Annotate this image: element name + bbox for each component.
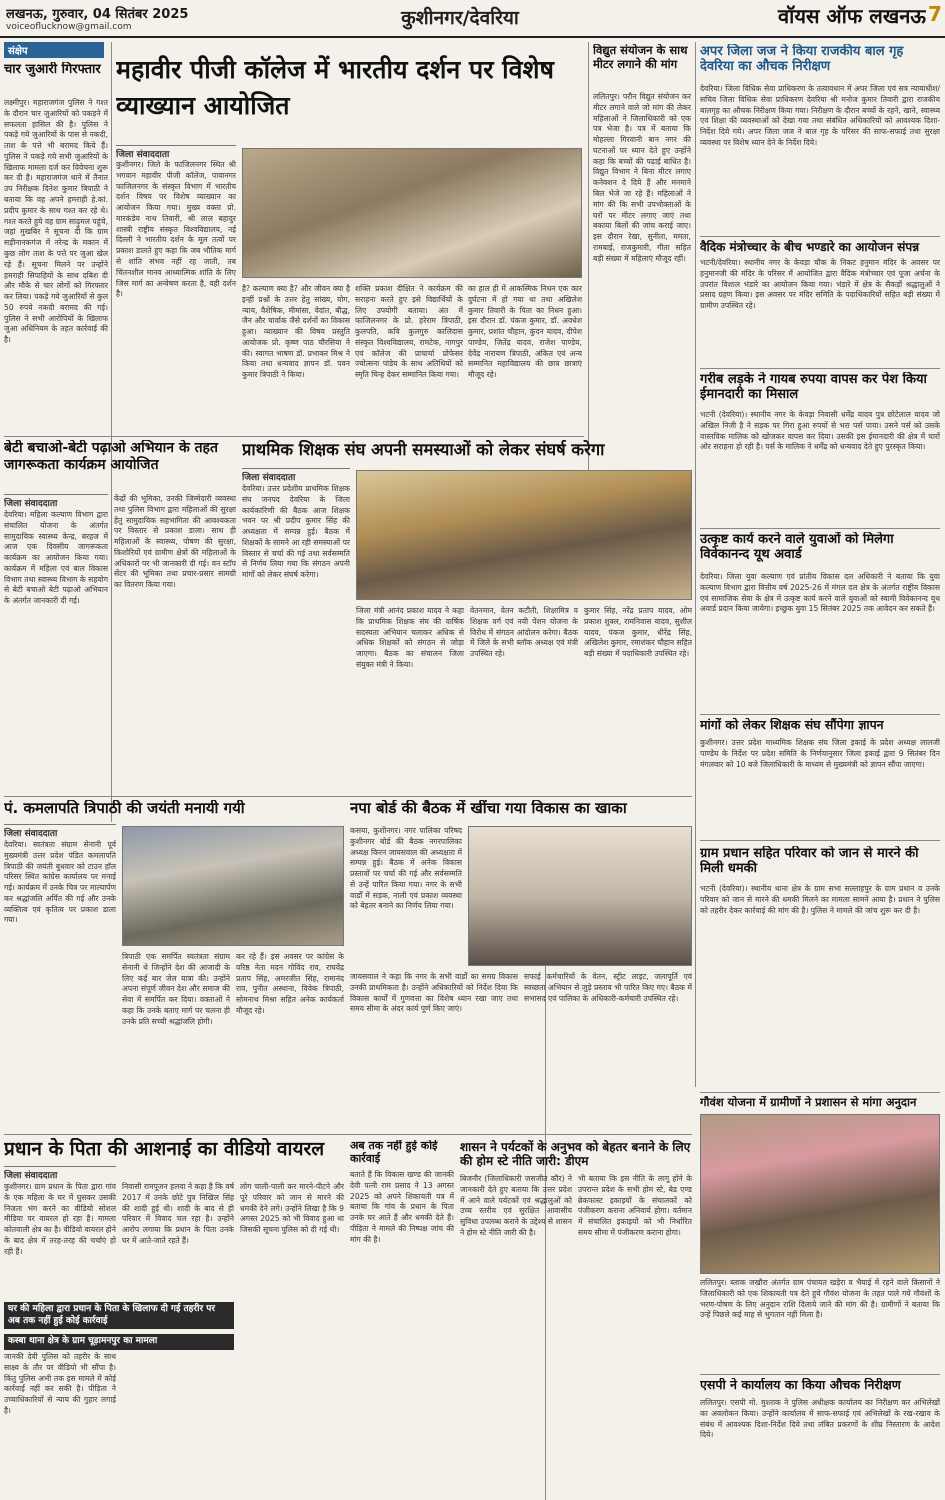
story-divider — [4, 1134, 692, 1135]
lead-body-text: शक्ति प्रकाश दीक्षित ने कार्यक्रम की सराहना करते हुए इसे विद्यार्थियों के लिए उपयोगी बताया। अंत में फाजिलनगर के प्रो. हरेराम त्रिपाठी, कुलपति, कवि कुलगुरु कालिदास संस्कृत विश्वविद्यालय, रामटेक, नागपुर एवं कॉलेज की प्राचार्या प्रोफेसर ज्योत्सना पांडेय के साथ अतिथियों को स्मृति चिन्ह देकर सम्मानित किया गया। — [355, 284, 463, 380]
story-divider — [700, 368, 940, 369]
lecture-photo — [242, 148, 582, 278]
story-divider — [4, 436, 584, 437]
municipal-board-body: कसया, कुशीनगर। नगर पालिका परिषद कुशीनगर बोर्ड की बैठक नगरपालिका अध्यक्ष किरन जायसवाल की अध्यक्षता में सम्पन्न हुई। बैठक में अनेक विकास प्रस्तावों पर चर्चा की गई और सर्वसम्मति से उन्हें पारित किया गया। नगर के सभी वार्डों में सड़क, नाली एवं प्रकाश व्यवस्था को बेहतर बनाने का निर्णय लिया गया। — [350, 826, 462, 911]
sp-inspection-body: ललितपुर। एसपी मो. मुश्ताक ने पुलिस अधीक्षक कार्यालय का निरीक्षण कर अभिलेखों का अवलोकन किया। उन्होंने कार्यालय में साफ-सफाई एवं अभिलेखों के रख-रखाव के संबंध में आवश्यक दिशा-निर्देश दिये तथा लंबित प्रकरणों के शीघ्र निस्तारण के आदेश दिये। — [700, 1398, 940, 1440]
jayanti-photo — [122, 826, 344, 946]
kamlapati-byline: जिला संवाददाता — [4, 824, 116, 839]
viral-video-body: कुशीनगर। ग्राम प्रधान के पिता द्वारा गांव के एक महिला के घर में घुसकर उसकी निजता भंग करने का वीडियो सोशल मीडिया पर वायरल हो रहा है। मामला कोतवाली क्षेत्र का है। वीडियो वायरल होने के बाद क्षेत्र में तरह-तरह की चर्चाएं हो रही हैं। — [4, 1182, 116, 1256]
masthead: वॉयस ऑफ लखनऊ — [778, 4, 926, 28]
viral-video-body: बताते हैं कि विकास खण्ड की जानकी देवी पत्नी राम प्रसाद ने 13 अगस्त 2025 को अपने शिकायती पत्र में बताया कि गांव के प्रधान के पिता उनके घर आते हैं और धमकी देते हैं। पीड़िता ने मामले की निष्पक्ष जांच की मांग की है। — [350, 1170, 454, 1244]
homestay-body: बिजनौर (जिलाधिकारी जसजीत कौर) ने जानकारी देते हुए बताया कि उत्तर प्रदेश में आने वाले पर्यटकों एवं श्रद्धालुओं को उच्च स्तरीय एवं सुरक्षित आवासीय सुविधा उपलब्ध कराने के उद्देश्य से शासन ने होम स्टे नीति जारी की है। — [460, 1174, 572, 1237]
kamlapati-body: कर रहे हैं। इस अवसर पर कांग्रेस के वरिष्ठ नेता मदन गोविंद राव, राघवेंद्र प्रताप सिंह, अमरजीत सिंह, रामानंद राव, पुनीत अस्थाना, विवेक त्रिपाठी, सोमनाथ मिश्रा सहित अनेक कार्यकर्ता मौजूद रहे। — [236, 952, 344, 1015]
threat-body: भटनी (देवरिया)। स्थानीय थाना क्षेत्र के ग्राम सभा सल्लाहपुर के ग्राम प्रधान व उनके परिवार को जान से मारने की धमकी मिलने का मामला सामने आया है। प्रधान ने पुलिस को तहरीर देकर कार्रवाई की मांग की है। पुलिस ने मामले की जांच शुरू कर दी है। — [700, 884, 940, 915]
villagers-protest-photo — [700, 1114, 940, 1274]
meter-body: ललितपुर। परौन विद्युत संयोजन कर मीटर लगाने वाले जो मांग की लेकर महिलाओं ने जिलाधिकारी को एक पत्र भेजा है। पत्र में बताया कि मोहल्ला गिरवानी बान नगर की घटनाओं पर ध्यान देते हुए उन्होंने कहा कि बच्चों की पढ़ाई बाधित है। विद्युत विभाग ने बिना मीटर लगाए कनेक्शन दे दिये हैं और मनमाने बिल भेजे जा रहे हैं। महिलाओं ने मांग की कि सभी उपभोक्ताओं के घरों पर मीटर लगाए जाएं तथा बकाया बिलों की जांच कराई जाए। इस दौरान रेखा, सुनीता, ममता, रामबाई, राजकुमारी, गीता सहित बड़ी संख्या में महिलाएं मौजूद रहीं। — [593, 92, 691, 263]
teacher-union-byline: जिला संवाददाता — [242, 468, 350, 483]
honesty-body: भटनी (देवरिया)। स्थानीय नगर के केवड़ा निवासी धर्मेंद्र यादव पुत्र छोटेलाल यादव जो अखिल निजी है ने सड़क पर गिरा हुआ रुपयों से भरा पर्स पाया। उसने पर्स को उसके वास्तविक मालिक को खोजकर वापस कर दिया। उसकी इस ईमानदारी की क्षेत्र में चारों ओर सराहना हो रही है। पर्स के मालिक ने धर्मेंद्र को धन्यवाद देते हुए पुरस्कृत किया। — [700, 410, 940, 452]
issue-date: लखनऊ, गुरुवार, 04 सितंबर 2025 — [6, 7, 189, 22]
teacher-union-body: देवरिया। उत्तर प्रदेशीय प्राथमिक शिक्षक संघ जनपद देवरिया के जिला कार्यकारिणी की बैठक आज शिक्षक भवन पर श्री प्रदीप कुमार सिंह की अध्यक्षता में सम्पन्न हुई। बैठक में शिक्षकों के सामने आ रही समस्याओं पर विस्तार से चर्चा की गई तथा सर्वसम्मति से निर्णय लिया गया कि संगठन अपनी मांगों को लेकर संघर्ष करेगा। — [242, 484, 350, 580]
brief-headline[interactable]: चार जुआरी गिरफ्तार — [4, 62, 101, 77]
bhandara-headline[interactable]: वैदिक मंत्रोच्चार के बीच भण्डारे का आयोजन संपन्न — [700, 240, 920, 254]
meter-headline[interactable]: विद्युत संयोजन के साथ मीटर लगाने की मांग — [593, 44, 688, 71]
teacher-union-body: वेतनमान, वेतन कटौती, शिक्षामित्र व शिक्षक वर्ग एवं नयी पेंशन योजना के विरोध में संगठन आंदोलन करेगा। बैठक में जिले के सभी ब्लॉक अध्यक्ष एवं मंत्री उपस्थित रहे। — [470, 606, 578, 659]
column-divider — [111, 42, 112, 822]
children-home-body: देवरिया। जिला विधिक सेवा प्राधिकरण के तत्वावधान में अपर जिला एवं सत्र न्यायाधीश/सचिव जिला विधिक सेवा प्राधिकरण देवरिया श्री मनोज कुमार तिवारी द्वारा राजकीय बालगृह का औचक निरीक्षण किया गया। निरीक्षण के दौरान बच्चों के रहने, खाने, स्वास्थ्य एवं शिक्षा की व्यवस्थाओं को देखा गया तथा संबंधित अधिकारियों को आवश्यक दिशा-निर्देश दिये गये। अपर जिला जज ने बाल गृह के परिसर की साफ-सफाई तथा सुरक्षा व्यवस्था पर विशेष ध्यान देने के निर्देश दिये। — [700, 84, 940, 147]
board-meeting-photo — [468, 826, 692, 966]
beti-bachao-body: देवरिया। महिला कल्याण विभाग द्वारा संचालित योजना के अंतर्गत सामुदायिक स्वास्थ्य केन्द्र, बरहज में आज एक दिवसीय जागरूकता कार्यक्रम का आयोजन किया गया। कार्यक्रम में महिला एवं बाल विकास विभाग तथा स्वास्थ्य विभाग के सहयोग से बेटी बचाओ बेटी पढ़ाओ अभियान के अंतर्गत जानकारी दी गई। — [4, 510, 108, 606]
no-action-subhead: अब तक नहीं हुई कोई कार्रवाई — [350, 1140, 438, 1165]
story-divider — [700, 840, 940, 841]
kamlapati-headline[interactable]: पं. कमलापति त्रिपाठी की जयंती मनायी गयी — [4, 800, 245, 817]
sub-headline-bar: कस्बा थाना क्षेत्र के ग्राम चूड़ामनपुर का मामला — [4, 1334, 234, 1350]
teacher-union-body: जिला मंत्री आनंद प्रकाश यादव ने कहा कि प्राथमिक शिक्षक संघ की वार्षिक सदस्यता अभियान चलाकर अधिक से अधिक शिक्षकों को संगठन से जोड़ा जाएगा। बैठक का संचालन जिला संयुक्त मंत्री ने किया। — [356, 606, 464, 669]
brief-body: लक्ष्मीपुर। महाराजगंज पुलिस ने गश्त के दौरान चार जुआरियों को पकड़ने में सफलता हासिल की है। पुलिस ने पकड़े गये जुआरियों के पास से नकदी, ताश के पत्ते भी बरामद किये हैं। पुलिस ने पकड़े गये सभी जुआरियों के खिलाफ मामला दर्ज कर विवेचना शुरू कर दी है। महाराजगंज थाने में तैनात उप निरीक्षक दिनेश कुमार त्रिपाठी ने बताया कि वह अपने हमराही हे.कां. प्रदीप कुमार के साथ गश्त कर रहे थे। गश्त करते हुये वह ग्राम साढ़ुमल पहुंचे, जहां मुखबिर ने सूचना दी कि ग्राम सड़ीनानकगंज में नरेन्द्र के मकान में कुछ लोग ताश के पत्ते पर जुआ खेल रहे हैं। सूचना मिलने पर उन्होंने हमराही सिपाहियों के साथ दबिश दी और मौके से चार लोगों को गिरफ्तार कर लिया। पकड़े गये जुआरियों से कुल 50 रुपये नकदी बरामद की गई। पुलिस ने सभी आरोपियों के खिलाफ जुआ अधिनियम के तहत कार्रवाई की है। — [4, 98, 108, 345]
sp-inspection-headline[interactable]: एसपी ने कार्यालय का किया औचक निरीक्षण — [700, 1378, 901, 1392]
kamlapati-body: त्रिपाठी एक समर्पित स्वतंत्रता संग्राम सेनानी थे जिन्होंने देश की आजादी के लिए कई बार जेल यात्रा की। उन्होंने अपना संपूर्ण जीवन देश और समाज की सेवा में समर्पित कर दिया। वक्ताओं ने कहा कि उनके बताए मार्ग पर चलना ही उनके प्रति सच्ची श्रद्धांजलि होगी। — [122, 952, 230, 1026]
viral-video-body: जानकी देवी पुलिस को तहरीर के साथ साक्ष्य के तौर पर वीडियो भी सौंपा है। किंतु पुलिस अभी तक इस मामले में कोई कार्रवाई नहीं कर सकी है। पीड़िता ने उच्चाधिकारियों से न्याय की गुहार लगाई है। — [4, 1352, 116, 1415]
lead-body-text: है? कल्याण क्या है? और जीवन क्या है इन्हीं प्रश्नों के उत्तर हेतु सांख्य, योग, न्याय, वैशेषिक, मीमांसा, वेदांत, बौद्ध, जैन और चार्वाक जैसे दर्शनों का विकास हुआ। व्याख्यान की विषय प्रस्तुति आयोजक प्रो. कृष्ण पाठ चौरसिया ने की। स्वागत भाषण डॉ. प्रभाकर मिश्र ने किया तथा धन्यवाद ज्ञापन डॉ. पवन कुमार त्रिपाठी ने किया। — [242, 284, 350, 380]
youth-award-headline[interactable]: उत्कृष्ट कार्य करने वाले युवाओं को मिलेगा विवेकानन्द यूथ अवार्ड — [700, 532, 894, 563]
honesty-headline[interactable]: गरीब लड़के ने गायब रुपया वापस कर पेश किया ईमानदारी का मिसाल — [700, 372, 927, 403]
municipal-board-body: सफाई कर्मचारियों के वेतन, स्ट्रीट लाइट, जलापूर्ति एवं स्वच्छता अभियान से जुड़े प्रस्ताव भी पारित किए गए। बैठक में सभासद एवं पालिका के अधिकारी-कर्मचारी उपस्थित रहे। — [524, 972, 692, 1003]
story-divider — [4, 796, 692, 797]
cattle-scheme-headline[interactable]: गौवंश योजना में ग्रामीणों ने प्रशासन से मांगा अनुदान — [700, 1096, 917, 1109]
lead-intro-text: कुशीनगर। जिले के फाजिलनगर स्थित श्री भगवान महावीर पीजी कॉलेज, पावानगर फाजिलनगर के संस्कृत विभाग में भारतीय दर्शन विषय पर विशेष व्याख्यान का आयोजन किया गया। मुख्य वक्ता प्रो. मारकंडेय नाथ तिवारी, श्री लाल बहादुर शास्त्री राष्ट्रीय संस्कृत विश्वविद्यालय, नई दिल्ली ने भारतीय दर्शन के मूल तत्वों पर प्रकाश डालते हुए कहा कि जब भौतिक मार्ग से शांति संभव नहीं रह जाती, तब चिंतनशील मानव आध्यात्मिक शांति के लिए जिस मार्ग का अन्वेषण करता है, वही दर्शन है। — [116, 160, 236, 299]
beti-bachao-headline[interactable]: बेटी बचाओ-बेटी पढ़ाओ अभियान के तहत जागरूकता कार्यक्रम आयोजित — [4, 440, 218, 473]
homestay-body: भी बताया कि इस नीति के लागू होने के उपरान्त प्रदेश के सभी होम स्टे, बेड एण्ड ब्रेकफास्ट इकाइयों के संचालकों को पंजीकरण कराना अनिवार्य होगा। वर्तमान में संचालित इकाइयों को भी निर्धारित समय सीमा में पंजीकरण कराना होगा। — [578, 1174, 692, 1237]
municipal-board-headline[interactable]: नपा बोर्ड की बैठक में खींचा गया विकास का खाका — [350, 800, 627, 817]
beti-bachao-byline: जिला संवाददाता — [4, 494, 108, 509]
lead-headline[interactable]: महावीर पीजी कॉलेज में भारतीय दर्शन पर विशेष व्याख्यान आयोजित — [116, 55, 554, 121]
cattle-scheme-body: ललितपुर। ब्लाक जखौरा अंतर्गत ग्राम पंचायत खड़ेरा व भैयाई में रहने वाले किसानों ने जिलाधिकारी को एक शिकायती पत्र देते हुये गौवंश योजना के तहत पाले गये गौवंशों के भरण-पोषण के लिए अनुदान राशि दिलाये जाने की मांग की है। ग्रामीणों ने बताया कि उन्हें पिछले कई माह से भुगतान नहीं मिला है। — [700, 1278, 940, 1320]
homestay-headline[interactable]: शासन ने पर्यटकों के अनुभव को बेहतर बनाने के लिए की होम स्टे नीति जारी: डीएम — [460, 1140, 691, 1169]
contact-email[interactable]: voiceoflucknow@gmail.com — [6, 22, 132, 32]
header-divider — [0, 36, 945, 38]
viral-video-body: लोग चाली-पाली कर मारने-पीटने और पूरे परिवार को जान से मारने की धमकी देने लगे। उन्होंने लिखा है कि 9 अगस्त 2025 को भी विवाद हुआ था जिसकी सूचना पुलिस को दी गई थी। — [240, 1182, 344, 1235]
teacher-union-headline[interactable]: प्राथमिक शिक्षक संघ अपनी समस्याओं को लेकर संघर्ष करेगा — [242, 440, 605, 459]
youth-award-body: देवरिया। जिला युवा कल्याण एवं प्रांतीय विकास दल अधिकारी ने बताया कि युवा कल्याण विभाग द्वारा वित्तीय वर्ष 2025-26 में मंगल दल क्षेत्र के अंतर्गत राष्ट्रीय विकास एवं सामाजिक सेवा के क्षेत्र में उत्कृष्ट कार्य करने वाले युवाओं को स्वामी विवेकानन्द यूथ अवार्ड प्रदान किया जायेगा। इच्छुक युवा 15 सितंबर 2025 तक आवेदन कर सकते हैं। — [700, 572, 940, 614]
bhandara-body: भटनी/देवरिया। स्थानीय नगर के केवड़ा चौक के निकट हनुमान मंदिर के अवसर पर हनुमानजी की मंदिर के परिसर में आयोजित द्वारा वैदिक मंत्रोच्चार एवं पूजा अर्चना के उपरांत विशाल भंडारे का आयोजन किया गया। भंडारे में क्षेत्र के सैकड़ों श्रद्धालुओं ने प्रसाद ग्रहण किया। इस अवसर पर मंदिर समिति के पदाधिकारियों सहित बड़ी संख्या में ग्रामीण उपस्थित रहे। — [700, 258, 940, 311]
story-divider — [700, 236, 940, 237]
page-number: 7 — [928, 2, 942, 26]
section-title: कुशीनगर/देवरिया — [401, 7, 519, 29]
lead-byline: जिला संवाददाता — [116, 145, 236, 160]
story-divider — [700, 528, 940, 529]
threat-headline[interactable]: ग्राम प्रधान सहित परिवार को जान से मारने की मिली धमकी — [700, 846, 919, 877]
story-divider — [700, 1092, 940, 1093]
beti-bachao-body: केंद्रों की भूमिका, उनकी जिम्मेदारी व्यवस्था तथा पुलिस विभाग द्वारा महिलाओं की सुरक्षा हेतु सामुदायिक सहभागिता की आवश्यकता पर विस्तार से प्रकाश डाला। साथ ही महिलाओं के स्वास्थ्य, पोषण की सुरक्षा, किशोरियों एवं ग्रामीण क्षेत्रों की महिलाओं के अधिकारों पर भी जानकारी दी गई। वन स्टॉप सेंटर की भूमिका तथा प्रचार-प्रसार सामग्री का वितरण किया गया। — [114, 494, 236, 590]
teacher-memorandum-body: कुशीनगर। उत्तर प्रदेश माध्यमिक शिक्षक संघ जिला इकाई के प्रदेश अध्यक्ष लालजी पाण्डेय के निर्देश पर प्रदेश समिति के निर्णयानुसार जिला इकाई द्वारा 9 सितंबर दिन मंगलवार को 10 बजे जिलाधिकारी के माध्यम से मुख्यमंत्री को ज्ञापन सौंपा जाएगा। — [700, 738, 940, 769]
children-home-headline[interactable]: अपर जिला जज ने किया राजकीय बाल गृह देवरिया का औचक निरीक्षण — [700, 44, 904, 75]
sub-headline-bar: घर की महिला द्वारा प्रधान के पिता के खिलाफ दी गई तहरीर पर अब तक नहीं हुई कोई कार्रवाई — [4, 1302, 234, 1329]
teacher-memorandum-headline[interactable]: मांगों को लेकर शिक्षक संघ सौंपेगा ज्ञापन — [700, 718, 884, 732]
viral-video-body: निवासी रामपूजन हलवा ने कहा है कि वर्ष 2017 में उनके छोटे पुत्र निखिल सिंह की शादी हुई थी। शादी के बाद से ही परिवार में विवाद चल रहा है। उन्होंने आरोप लगाया कि प्रधान के पिता उनके घर में आते-जाते रहते हैं। — [122, 1182, 234, 1245]
teacher-meeting-photo — [356, 470, 692, 600]
municipal-board-body: जायसवाल ने कहा कि नगर के सभी वार्डों का समग्र विकास उनकी प्राथमिकता है। उन्होंने अधिकारियों को निर्देश दिया कि विकास कार्यों में गुणवत्ता का विशेष ध्यान रखा जाए तथा समय सीमा के अंदर कार्य पूर्ण किए जाएं। — [350, 972, 518, 1014]
viral-video-byline: जिला संवाददाता — [4, 1166, 116, 1181]
kamlapati-body: देवरिया। स्वतंत्रता संग्राम सेनानी पूर्व मुख्यमंत्री उत्तर प्रदेश पंडित कमलापति त्रिपाठी की जयंती बुधवार को टाउन हॉल परिसर स्थित कांग्रेस कार्यालय पर मनाई गई। कार्यक्रम में उनके चित्र पर माल्यार्पण कर श्रद्धांजलि अर्पित की गई और उनके व्यक्तित्व एवं कृतित्व पर प्रकाश डाला गया। — [4, 840, 116, 925]
briefs-tag: संक्षेप — [4, 42, 104, 58]
teacher-union-body: कुमार सिंह, नरेंद्र प्रताप यादव, ओम प्रकाश शुक्ल, रामनिवास यादव, सुशील यादव, पंकज कुमार, धीरेंद्र सिंह, अखिलेश कुमार, रमाशंकर चौहान सहित बड़ी संख्या में पदाधिकारी उपस्थित रहे। — [584, 606, 692, 659]
column-divider — [695, 42, 696, 1087]
story-divider — [700, 714, 940, 715]
viral-video-headline[interactable]: प्रधान के पिता की आशनाई का वीडियो वायरल — [4, 1138, 325, 1160]
story-divider — [700, 1374, 940, 1375]
lead-body-text: का हाल ही में आकस्मिक निधन एक कार दुर्घटना में हो गया था तथा अखिलेश कुमार तिवारी के पिता का निधन हुआ। इस दौरान डॉ. पंकज कुमार, डॉ. अवधेश कुमार, प्रशांत चौहान, कुंदन यादव, दीपेश पाण्डेय, जितेंद्र यादव, राजेश पाण्डेय, देवेंद्र नारायण त्रिपाठी, अंकित एवं अन्य सम्मानित महाविद्यालय की छात्र छात्राएं मौजूद रहे। — [468, 284, 582, 380]
